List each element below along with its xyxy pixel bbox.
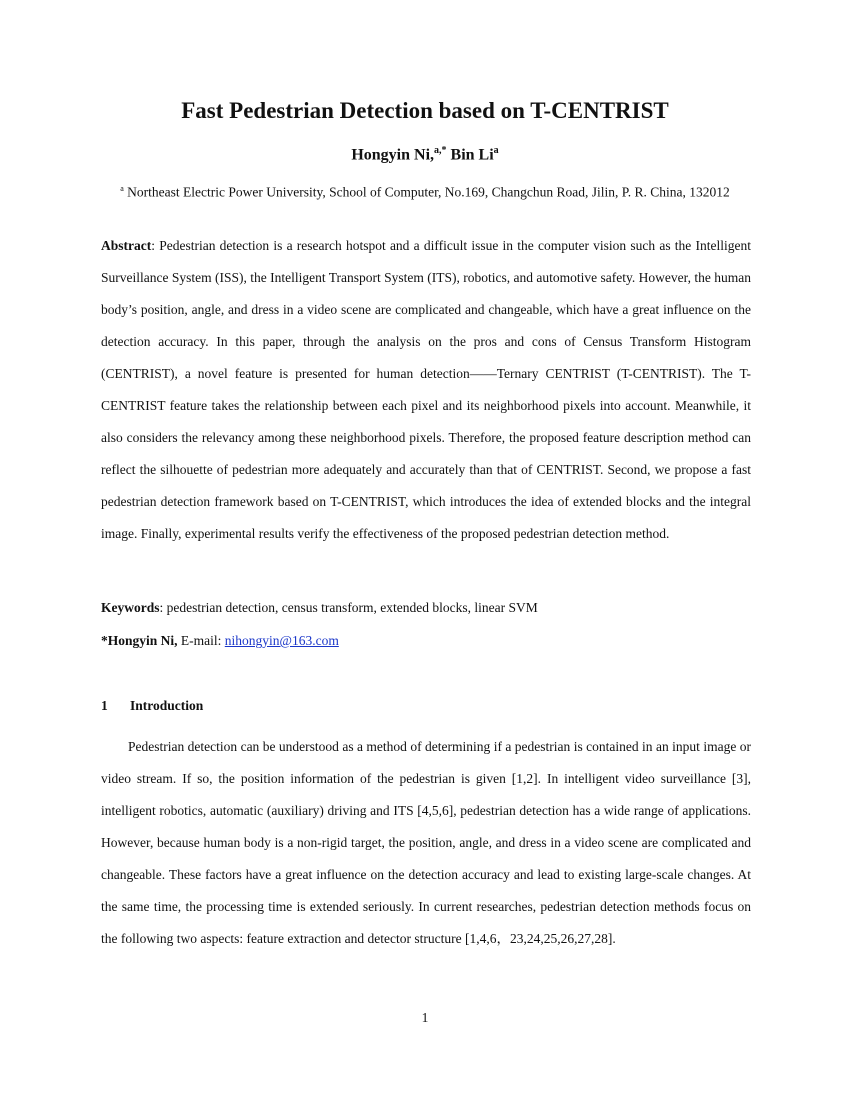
affiliation bbox=[0, 184, 850, 201]
author-2-affiliation-mark: a bbox=[493, 145, 499, 156]
author-line bbox=[0, 145, 850, 164]
email-label: E-mail: bbox=[177, 633, 225, 648]
section-number: 1 bbox=[101, 698, 108, 713]
author-1: Hongyin Ni, bbox=[351, 146, 435, 164]
author-1-affiliation-mark: a,* bbox=[434, 145, 447, 156]
section-title: Introduction bbox=[130, 698, 204, 713]
abstract-label: Abstract bbox=[101, 238, 152, 253]
affiliation-mark: a bbox=[120, 184, 124, 193]
keywords-label: Keywords bbox=[101, 600, 160, 615]
abstract bbox=[101, 230, 751, 550]
email-link[interactable]: nihongyin@163.com bbox=[224, 633, 339, 648]
introduction-paragraph: Pedestrian detection can be understood as a method of determining if a pedestrian is contained in an input image or video stream. If so, the position information of the pedestrian is given [1,2]. In intelligent video surveillance [3], intelligent robotics, automatic (auxiliary) driving and ITS [4,5,6], pedestrian detection has a wide range of applications. However, because human body is a non-rigid target, the position, angle, and dress in a video scene are complicated and changeable. These factors have a great influence on the detection accuracy and lead to existing large-scale changes. At the same time, the processing time is extended seriously. In current researches, pedestrian detection methods focus on the following two aspects: feature extraction and detector structure [1,4,6，23,24,25,26,27,28]. bbox=[101, 739, 751, 946]
keywords-text: : pedestrian detection, census transform, extended blocks, linear SVM bbox=[159, 600, 538, 615]
keywords bbox=[101, 592, 751, 624]
corresponding-author-name: *Hongyin Ni, bbox=[101, 633, 178, 648]
abstract-text: : Pedestrian detection is a research hotspot and a difficult issue in the computer vision such as the Intelligent Surveillance System (ISS), the Intelligent Transport System (ITS), robotics, and automotive safety. However, the human body’s position, angle, and dress in a video scene are complicated and changeable, which have a great influence on the detection accuracy. In this paper, through the analysis on the pros and cons of Census Transform Histogram (CENTRIST), a novel feature is presented for human detection——Ternary CENTRIST (T-CENTRIST). The T-CENTRIST feature takes the relationship between each pixel and its neighborhood pixels into account. Meanwhile, it also considers the relevancy among these neighborhood pixels. Therefore, the proposed feature description method can reflect the silhouette of pedestrian more adequately and accurately than that of CENTRIST. Second, we propose a fast pedestrian detection framework based on T-CENTRIST, which introduces the idea of extended blocks and the integral image. Finally, experimental results verify the effectiveness of the proposed pedestrian detection method. bbox=[101, 238, 751, 541]
paper-title: Fast Pedestrian Detection based on T-CENTRIST bbox=[181, 98, 669, 123]
section-heading-introduction bbox=[101, 690, 203, 722]
author-2: Bin Li bbox=[450, 146, 494, 164]
affiliation-text: Northeast Electric Power University, School of Computer, No.169, Changchun Road, Jilin, P. R. China, 132012 bbox=[127, 184, 730, 200]
corresponding-author bbox=[101, 625, 751, 657]
page-number: 1 bbox=[421, 1010, 429, 1025]
